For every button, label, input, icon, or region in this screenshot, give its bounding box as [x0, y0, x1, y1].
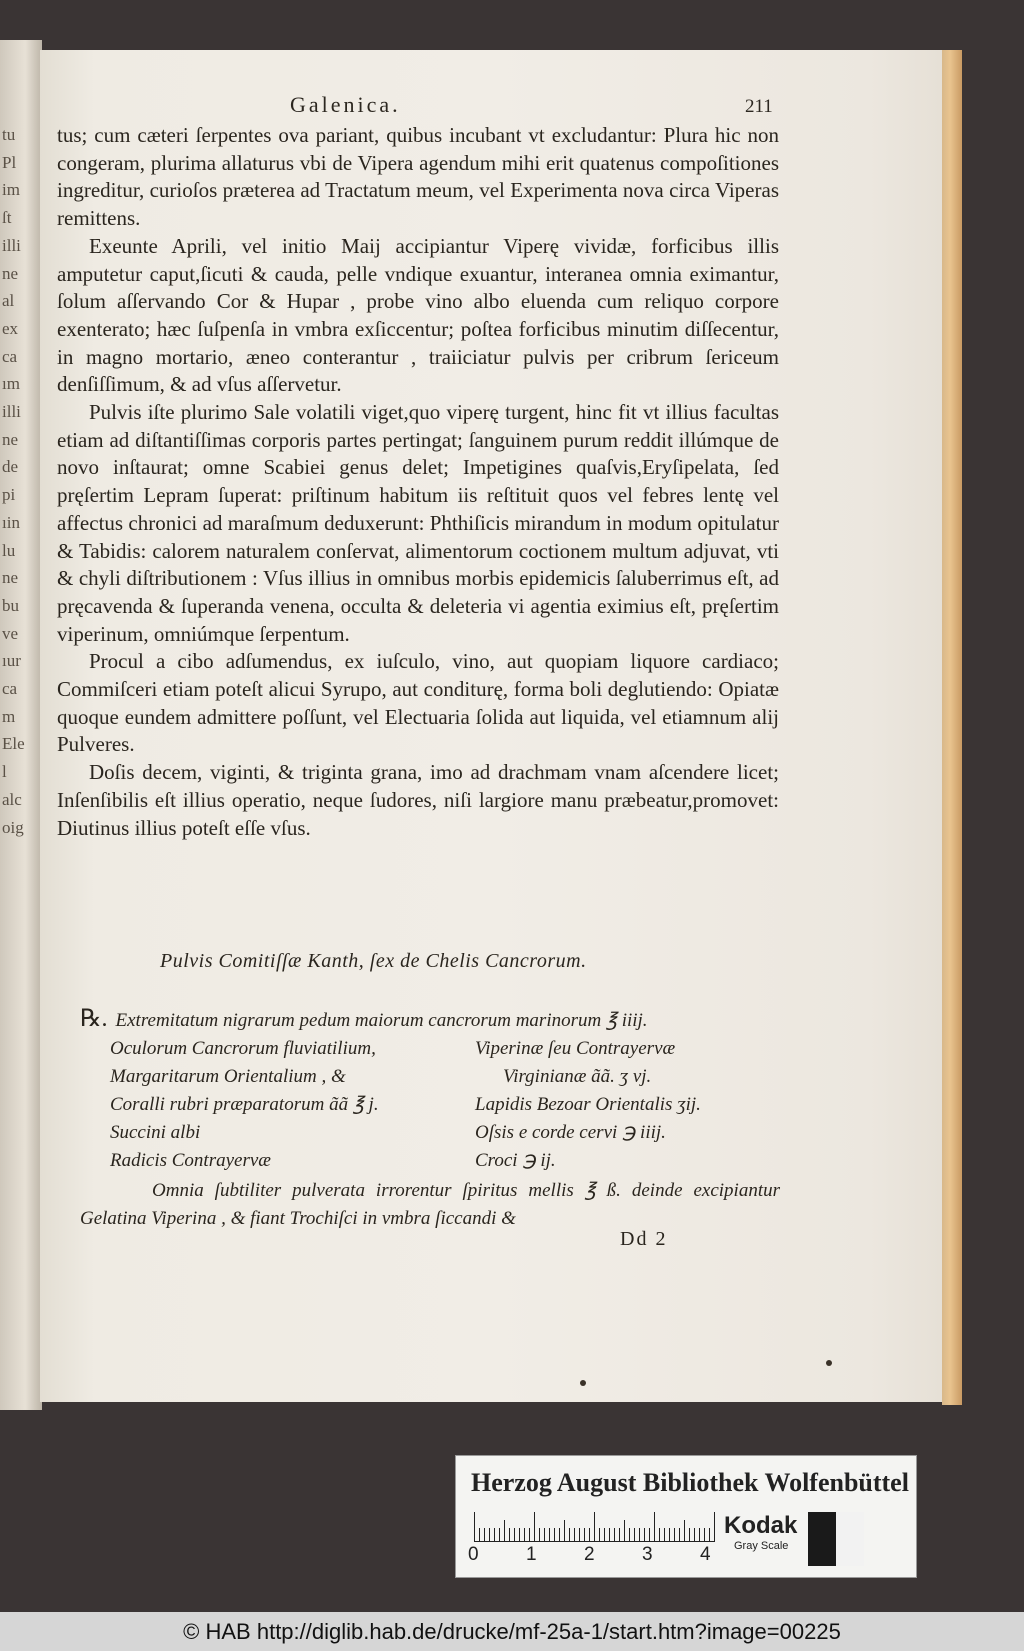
ruler-tick [684, 1520, 685, 1542]
left-page-fragment: ne [2, 429, 19, 449]
ingredient-row [80, 1063, 780, 1091]
ingredient-right: Oſsis e corde cervi ℈ iiij. [475, 1122, 666, 1143]
ruler-tick [569, 1528, 570, 1542]
ruler-tick [714, 1512, 715, 1542]
left-page-fragment: ım [2, 374, 20, 394]
ruler-tick [634, 1528, 635, 1542]
ruler-tick [669, 1528, 670, 1542]
ingredient-right: Viperinæ ſeu Contrayervæ [475, 1038, 676, 1059]
left-page-fragment: ve [2, 623, 19, 643]
recipe [80, 1005, 780, 1233]
ingredient-row [80, 1147, 780, 1175]
left-page-fragment: ca [2, 679, 18, 698]
ruler-tick [574, 1528, 575, 1542]
ruler-tick [549, 1528, 550, 1542]
ruler-tick [529, 1528, 530, 1542]
ink-speck [580, 1380, 586, 1386]
library-name: Herzog August Bibliothek Wolfenbüttel [471, 1468, 909, 1497]
ruler-number: 3 [642, 1544, 653, 1565]
ruler-tick [699, 1528, 700, 1542]
ruler-tick [479, 1528, 480, 1542]
ruler-tick [579, 1528, 580, 1542]
ruler-tick [709, 1528, 710, 1542]
ruler-tick [694, 1528, 695, 1542]
recipe-first-ingredient: Extremitatum nigrarum pedum maiorum cancrorum marinorum ℥ iiij. [115, 1010, 648, 1031]
ingredient-row [80, 1091, 780, 1119]
paragraph: tus; cum cæteri ſerpentes ova pariant, quibus incubant vt excludantur: Plura hic non congeram, plurima allaturus vbi de Vipera agendum mihi erit quatenus compoſitiones ingreditur, curioſos præterea ad Tractatum meum, vel Experimenta nova circa Viperas remittens. [57, 123, 779, 231]
left-page-fragment: illi [2, 235, 21, 255]
ruler-tick [619, 1528, 620, 1542]
ruler-tick [534, 1512, 535, 1542]
ink-speck [826, 1360, 832, 1366]
paragraph: Doſis decem, viginti, & triginta grana, imo ad drachmam vnam aſcendere licet; Inſenſibilis eſt illius operatio, neque ſudores, niſi largiore manu præbeatur,promovet: Diutinus illius poteſt eſſe vſus. [57, 760, 779, 840]
ruler-tick [614, 1528, 615, 1542]
ruler-tick [584, 1528, 585, 1542]
left-page-fragment: ſt [2, 208, 12, 228]
ruler-number: 0 [468, 1544, 479, 1565]
ingredient-right: Virginianæ ãã. ʒ vj. [503, 1066, 652, 1087]
ruler-tick [599, 1528, 600, 1542]
ruler-tick [589, 1528, 590, 1542]
signature-mark: Dd 2 [620, 1228, 668, 1250]
left-page-fragment: Pl [2, 152, 17, 172]
color-card [455, 1455, 917, 1578]
left-page-fragment: im [2, 180, 20, 200]
ruler-tick [674, 1528, 675, 1542]
ruler-tick [524, 1528, 525, 1542]
ruler-tick [499, 1528, 500, 1542]
ruler-number: 1 [526, 1544, 537, 1565]
left-page-fragment: ca [2, 346, 18, 366]
ruler [474, 1512, 714, 1542]
recipe-title: Pulvis Comitiſſæ Kanth, ſex de Chelis Cancrorum. [160, 950, 587, 972]
ruler-tick [654, 1512, 655, 1542]
kodak-logo: Kodak [724, 1512, 798, 1539]
left-page-fragment: tu [2, 125, 16, 144]
body-text [57, 122, 779, 842]
left-page-fragment: ıin [2, 512, 20, 532]
left-page-fragment: illi [2, 402, 21, 421]
ruler-tick [689, 1528, 690, 1542]
left-page-fragment: pi [2, 485, 16, 505]
ruler-number: 4 [700, 1544, 711, 1565]
left-page-fragment: oig [2, 817, 24, 837]
page-edge [942, 50, 962, 1405]
left-page-fragment: lu [2, 540, 16, 560]
page-number: 211 [745, 96, 773, 117]
left-page-fragment: alc [2, 789, 22, 809]
white-swatch [836, 1512, 864, 1566]
left-page-fragment: al [2, 291, 15, 311]
ruler-tick [624, 1520, 625, 1542]
footer-credit: © HAB http://diglib.hab.de/drucke/mf-25a-1/start.htm?image=00225 [0, 1612, 1024, 1651]
left-page-fragment: ne [2, 568, 19, 588]
ruler-tick [639, 1528, 640, 1542]
ruler-tick [609, 1528, 610, 1542]
ruler-tick [484, 1528, 485, 1542]
recipe-first-line [80, 1005, 780, 1035]
recipe-instruction: Omnia ſubtiliter pulverata irrorentur ſpiritus mellis ℥ ß. deinde excipiantur Gelatina Viperina , & fiant Trochiſci in vmbra ſiccandi & [80, 1180, 780, 1229]
ingredient-row [80, 1035, 780, 1063]
left-page-fragment: m [2, 706, 16, 726]
left-page-fragment: ıur [2, 651, 21, 671]
ruler-tick [494, 1528, 495, 1542]
ruler-tick [629, 1528, 630, 1542]
ruler-tick [564, 1520, 565, 1542]
ruler-tick [539, 1528, 540, 1542]
left-page-edge [0, 40, 42, 1410]
left-page-fragment: de [2, 457, 19, 477]
paragraph: Pulvis iſte plurimo Sale volatili viget,quo viperę turgent, hinc fit vt illius facultas etiam ad diſtantiſſimas corporis partes pertingat; ſanguinem purum reddit illúmque de novo inſtaurat; omne Scabiei genus delet; Impetigines quaſvis,Eryſipelata, ſed pręſertim Lepram ſuperat: priſtinum habitum iis reſtituit quos vel febres lentę vel affectus chronici ad maraſmum deduxerunt: Phthiſicis mirandum in modum opitulatur & Tabidis: calorem naturalem conſervat, alimentorum coctionem multum adjuvat, vti & chyli diſtributionem : Vſus illius in omnibus morbis epidemicis ſaluberrimus eſt, ad pręcavenda & ſuperanda venena, occulta & deleteria vi agentia eximius eſt, pręſertim viperinum, omniúmque ſerpentum. [57, 400, 779, 646]
ruler-tick [509, 1528, 510, 1542]
ruler-tick [489, 1528, 490, 1542]
black-swatch [808, 1512, 836, 1566]
left-page-fragment: ne [2, 263, 19, 283]
left-page-fragment: l [2, 762, 7, 782]
ruler-tick [679, 1528, 680, 1542]
ruler-tick [649, 1528, 650, 1542]
ruler-tick [559, 1528, 560, 1542]
paragraph: Exeunte Aprili, vel initio Maij accipiantur Viperę vividæ, forficibus illis amputetur caput,ſicuti & cauda, pelle vndique exuantur, interanea omnia eximantur, ſolum aſſervando Cor & Hupar , probe vino albo eluenda cum reliquo corpore exenterato; hæc ſuſpenſa in vmbra exſiccentur; poſtea forficibus minutim diſſecentur, in magno mortario, æneo conterantur , traiiciatur pulvis per cribrum ſericeum denſiſſimum, & ad vſus aſſervetur. [57, 233, 779, 397]
ingredient-right: Lapidis Bezoar Orientalis ʒij. [475, 1094, 701, 1115]
ruler-tick [514, 1528, 515, 1542]
ingredient-left: Coralli rubri præparatorum ãã ℥ j. [110, 1094, 379, 1115]
ruler-baseline [474, 1541, 714, 1542]
ruler-tick [554, 1528, 555, 1542]
ingredient-right: Croci ℈ ij. [475, 1150, 556, 1171]
left-page-fragment: ex [2, 318, 19, 338]
ruler-tick [544, 1528, 545, 1542]
ruler-tick [664, 1528, 665, 1542]
ingredient-row [80, 1119, 780, 1147]
ingredient-left: Oculorum Cancrorum fluviatilium, [110, 1038, 376, 1059]
ingredient-left: Margaritarum Orientalium , & [110, 1066, 346, 1087]
left-page-fragment: Ele [2, 734, 25, 754]
ruler-tick [704, 1528, 705, 1542]
running-header: Galenica. [290, 92, 401, 117]
ruler-tick [474, 1512, 475, 1542]
ruler-tick [644, 1528, 645, 1542]
ruler-tick [504, 1520, 505, 1542]
ruler-tick [659, 1528, 660, 1542]
ruler-tick [594, 1512, 595, 1542]
ingredient-left: Succini albi [110, 1122, 201, 1143]
ruler-tick [519, 1528, 520, 1542]
ruler-tick [604, 1528, 605, 1542]
ingredient-left: Radicis Contrayervæ [110, 1150, 271, 1171]
paragraph: Procul a cibo adſumendus, ex iuſculo, vino, aut quopiam liquore cardiaco; Commiſceri etiam poteſt alicui Syrupo, aut conditurę, forma boli deglutiendo: Opiatæ quoque eundem admittere poſſunt, vel Electuaria ſolida aut liquida, vel etiamnum alij Pulveres. [57, 649, 779, 757]
gray-scale-label: Gray Scale [734, 1540, 789, 1552]
ruler-number: 2 [584, 1544, 595, 1565]
recipe-symbol: ℞. [80, 1006, 108, 1032]
left-page-fragment: bu [2, 595, 19, 615]
